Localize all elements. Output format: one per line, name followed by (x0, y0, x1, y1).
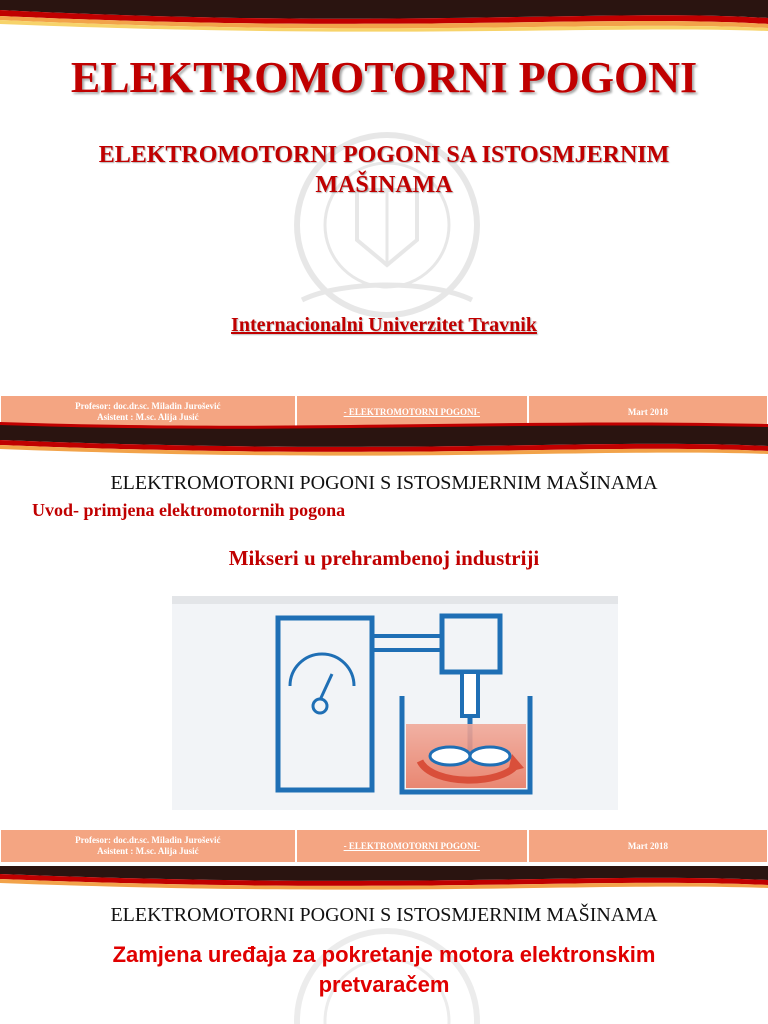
footer-assistant: Asistent : M.sc. Alija Jusić (97, 846, 199, 856)
slide-mixers-heading: ELEKTROMOTORNI POGONI S ISTOSMJERNIM MAŠINAMA (110, 472, 658, 494)
slide-footer (0, 829, 768, 863)
slide-title-subheading: ELEKTROMOTORNI POGONI SA ISTOSMJERNIM MAŠINAMA (98, 142, 670, 198)
slide-starter-replacement (0, 866, 768, 1024)
slide-mixers (0, 434, 768, 866)
footer-authors (0, 829, 296, 863)
slide-mixers-subheading: Uvod- primjena elektromotornih pogona (32, 500, 346, 520)
footer-date: Mart 2018 (528, 829, 768, 863)
header-swoosh-decoration (0, 866, 768, 906)
header-swoosh-decoration (0, 0, 768, 40)
slide-mixers-caption: Mikseri u prehrambenoj industriji (228, 546, 540, 570)
slide-starter-subheading: Zamjena uređaja za pokretanje motora elektronskim pretvaračem (112, 942, 656, 997)
slide-starter-heading: ELEKTROMOTORNI POGONI S ISTOSMJERNIM MAŠINAMA (110, 904, 658, 926)
footer-professor: Profesor: doc.dr.sc. Miladin Jurošević (75, 401, 221, 411)
footer-professor: Profesor: doc.dr.sc. Miladin Jurošević (75, 835, 221, 845)
mixer-diagram (172, 596, 618, 810)
footer-course-link[interactable]: - ELEKTROMOTORNI POGONI- (296, 395, 528, 429)
university-link[interactable]: Internacionalni Univerzitet Travnik (231, 314, 537, 336)
slide-title-heading: ELEKTROMOTORNI POGONI (70, 53, 698, 102)
footer-assistant: Asistent : M.sc. Alija Jusić (97, 412, 199, 422)
footer-course-link[interactable]: - ELEKTROMOTORNI POGONI- (296, 829, 528, 863)
footer-date: Mart 2018 (528, 395, 768, 429)
slide-title (0, 0, 768, 434)
header-swoosh-decoration (0, 434, 768, 474)
bottom-swoosh-decoration (0, 420, 768, 434)
